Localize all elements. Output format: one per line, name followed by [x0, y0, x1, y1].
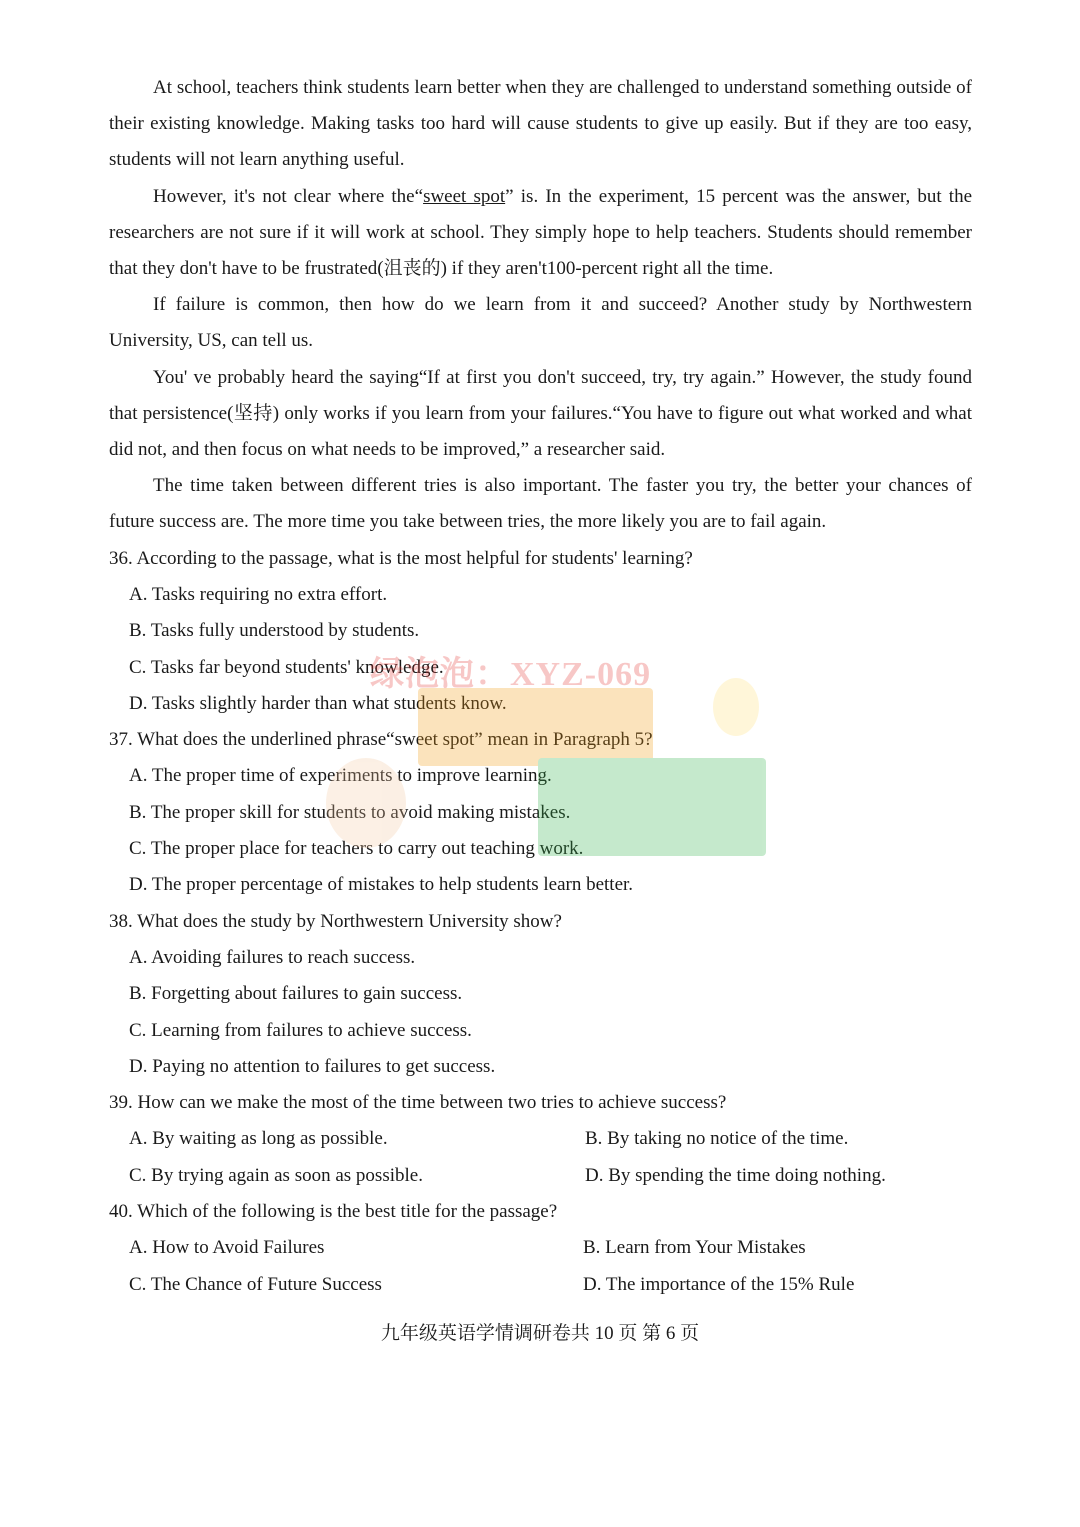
passage-paragraph-3: If failure is common, then how do we learn from it and succeed? Another study by Northwestern University, US, can tell us.	[109, 294, 972, 352]
p2-text-after: ” is. In the experiment, 15 percent was the answer, but the researchers are not sure if it will work at school. They simply hope to help teachers. Students should remember that they don't have to be frustrated(沮丧的) if they aren't100-percent right all the time.	[109, 185, 973, 280]
option-c: C. The proper place for teachers to carry out teaching work.	[129, 838, 584, 860]
option-a: A. Tasks requiring no extra effort.	[129, 583, 388, 605]
passage-paragraph-2	[109, 179, 972, 288]
question-stem: 40. Which of the following is the best title for the passage?	[109, 1200, 558, 1222]
question-stem: 39. How can we make the most of the time between two tries to achieve success?	[109, 1092, 727, 1114]
option-row	[109, 1230, 972, 1266]
option-b: B. Learn from Your Mistakes	[583, 1237, 806, 1259]
option-b: B. Tasks fully understood by students.	[129, 620, 420, 642]
option-c: C. Tasks far beyond students' knowledge.	[129, 656, 444, 678]
page-footer: 九年级英语学情调研卷共 10 页 第 6 页	[380, 1323, 700, 1344]
option-c: C. Learning from failures to achieve success.	[129, 1019, 472, 1041]
question-stem: 37. What does the underlined phrase“sweet spot” mean in Paragraph 5?	[109, 729, 653, 751]
question-stem: 36. According to the passage, what is the most helpful for students' learning?	[109, 547, 693, 569]
option-c: C. The Chance of Future Success	[129, 1273, 382, 1295]
option-row	[109, 1267, 972, 1303]
option-a: A. How to Avoid Failures	[129, 1237, 325, 1259]
option-d: D. Paying no attention to failures to get success.	[129, 1055, 496, 1077]
question-40	[109, 1194, 972, 1303]
question-stem: 38. What does the study by Northwestern University show?	[109, 910, 562, 932]
option-a: A. By waiting as long as possible.	[129, 1128, 388, 1150]
passage-paragraph-5: The time taken between different tries is also important. The faster you try, the better your chances of future success are. The more time you take between tries, the more likely you are to fail again.	[109, 475, 972, 533]
option-c: C. By trying again as soon as possible.	[129, 1164, 423, 1186]
passage-paragraph-1: At school, teachers think students learn better when they are challenged to understand something outside of their existing knowledge. Making tasks too hard will cause students to give up easily. But if they are too easy, students will not learn anything useful.	[109, 77, 972, 171]
question-36	[109, 541, 972, 722]
exam-page	[109, 70, 972, 1303]
option-d: D. The proper percentage of mistakes to help students learn better.	[129, 874, 634, 896]
option-row	[109, 1158, 972, 1194]
question-37	[109, 722, 972, 903]
passage-paragraph-4: You' ve probably heard the saying“If at first you don't succeed, try, try again.” However, the study found that persistence(坚持) only works if you learn from your failures.“You have to figure out what worked and what did not, and then focus on what needs to be improved,” a researcher said.	[109, 366, 972, 461]
option-d: D. The importance of the 15% Rule	[583, 1273, 855, 1295]
option-a: A. Avoiding failures to reach success.	[129, 946, 416, 968]
option-b: B. The proper skill for students to avoid making mistakes.	[129, 801, 571, 823]
option-a: A. The proper time of experiments to improve learning.	[129, 765, 552, 787]
option-row	[109, 1121, 972, 1157]
option-d: D. By spending the time doing nothing.	[585, 1164, 886, 1186]
option-b: B. By taking no notice of the time.	[585, 1128, 849, 1150]
option-d: D. Tasks slightly harder than what students know.	[129, 692, 507, 714]
watermark-text: 绿泡泡：XYZ-069	[370, 656, 652, 693]
option-b: B. Forgetting about failures to gain success.	[129, 983, 463, 1005]
underlined-phrase: sweet spot	[423, 185, 506, 207]
question-38	[109, 904, 972, 1085]
p2-text-before: However, it's not clear where the“	[153, 185, 424, 207]
question-39	[109, 1085, 972, 1194]
